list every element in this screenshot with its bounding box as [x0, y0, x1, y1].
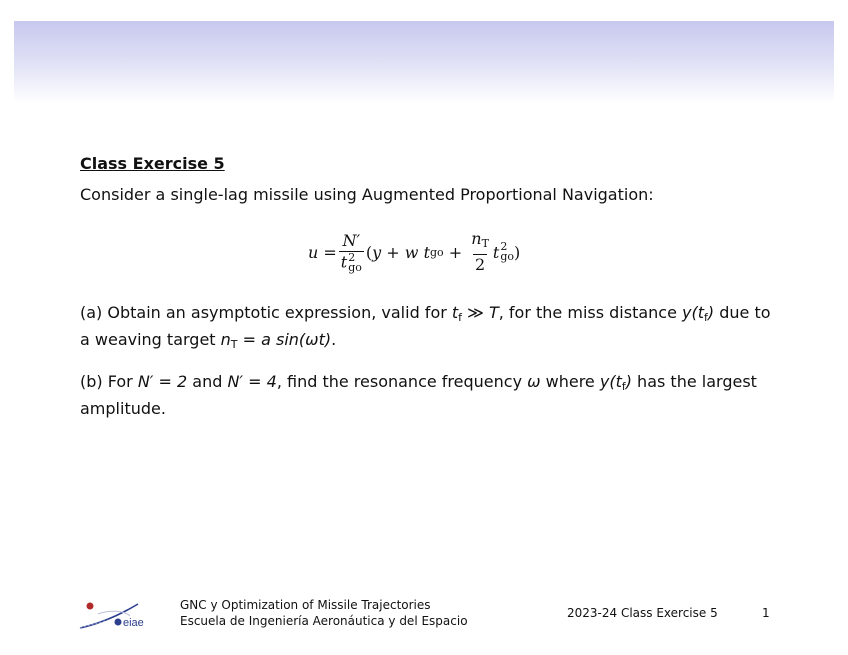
eq-tail-base: t [492, 242, 500, 262]
part-a-text2: , for the miss distance [498, 303, 683, 322]
part-a-math2: ≫ T [462, 303, 499, 322]
page-number: 1 [762, 606, 770, 620]
eq-lhs: u = [308, 242, 337, 262]
eq-plus1: + [381, 242, 405, 262]
eq-paren-close: ) [514, 242, 521, 262]
eq-term-w: w [404, 242, 419, 262]
eq-term-t-sub: go [430, 245, 444, 259]
part-b-math4: y(t [599, 372, 622, 391]
eq-fraction-target [469, 230, 491, 274]
part-b-math4-end: ) [625, 372, 632, 391]
eq-frac1-den-scripts [348, 250, 362, 274]
part-a-text [80, 302, 780, 356]
eq-tail-scripts [500, 242, 514, 262]
intro-text: Consider a single-lag missile using Augmented Proportional Navigation: [80, 185, 654, 204]
part-b-math3: ω [527, 372, 541, 391]
eq-frac2-num-sub: T [481, 237, 489, 250]
eq-frac1-den-sup: 2 [348, 250, 356, 264]
eq-term-y: y [372, 242, 382, 262]
part-a-math3: y(t [682, 303, 705, 322]
part-a-math4-sub: T [230, 338, 238, 351]
part-a-math1-sub: f [458, 311, 463, 324]
eq-frac1-num: N′ [342, 230, 361, 250]
header-band [14, 21, 834, 103]
part-a-text1: (a) Obtain an asymptotic expression, valid for [80, 303, 452, 322]
part-b-text4: where [540, 372, 600, 391]
part-b-text5: has the largest amplitude. [80, 372, 757, 418]
part-a-math4-rest: = a sin(ωt) [237, 330, 332, 349]
apn-equation [308, 230, 520, 274]
logo-text: eiae [123, 617, 144, 629]
eiae-logo-icon [78, 598, 156, 632]
part-a-math3-end: ) [707, 303, 715, 322]
eq-frac2-den: 2 [474, 255, 486, 274]
part-b-text2: and [187, 372, 228, 391]
part-a-text3: due to a weaving target [80, 303, 771, 349]
eq-term-t: t [418, 242, 430, 262]
eq-frac1-den [339, 251, 364, 273]
eq-frac1-den-sub: go [348, 260, 362, 274]
part-b-text [80, 371, 780, 420]
eq-frac2-num-base: n [471, 229, 482, 248]
part-a-math3-sub: f [704, 311, 708, 324]
part-a-text4: . [331, 330, 337, 349]
eq-paren-open: ( [365, 242, 373, 262]
part-b-math2: N′ = 4 [227, 372, 277, 391]
part-b-text1: (b) For [80, 372, 138, 391]
eq-frac2-num [469, 230, 491, 254]
footer-session: 2023-24 Class Exercise 5 [567, 606, 718, 620]
eq-tail-sub: go [500, 250, 515, 263]
eq-tail-sup: 2 [500, 240, 508, 253]
footer-course: GNC y Optimization of Missile Trajectories [180, 598, 431, 612]
slide-footer [0, 590, 848, 640]
part-b-math1: N′ = 2 [137, 372, 188, 391]
part-b-math4-sub: f [621, 380, 626, 393]
part-a-math1: t [451, 303, 459, 322]
exercise-title: Class Exercise 5 [80, 154, 225, 173]
part-b-text3: , find the resonance frequency [276, 372, 528, 391]
eq-frac1-den-base: t [340, 252, 348, 271]
eq-plus2: + [443, 242, 468, 262]
part-a-math4: n [220, 330, 231, 349]
eq-fraction-gain [339, 232, 364, 273]
footer-school: Escuela de Ingeniería Aeronáutica y del Espacio [180, 614, 468, 628]
